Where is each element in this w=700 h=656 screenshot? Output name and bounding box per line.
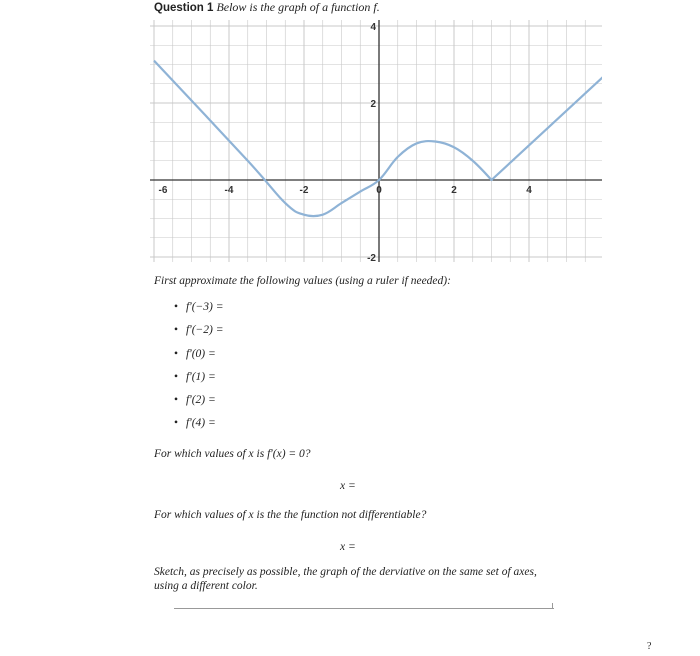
x-tick-label: 0	[376, 185, 382, 196]
list-item	[174, 417, 224, 440]
list-item	[174, 348, 224, 371]
question-zero-derivative: For which values of x is f′(x) = 0?	[154, 448, 311, 460]
y-tick-label: 2	[370, 99, 376, 110]
x-tick-label: -2	[299, 185, 309, 196]
x-tick-label: 2	[451, 185, 457, 196]
list-item	[174, 394, 224, 417]
derivative-item: f′(2) =	[186, 394, 216, 407]
list-item	[174, 324, 224, 347]
bullet-icon: •	[174, 301, 179, 313]
x-tick-label: 4	[526, 185, 532, 196]
answer-line	[174, 608, 554, 609]
derivative-list	[174, 301, 224, 441]
bullet-icon: •	[174, 370, 179, 383]
x-tick-label: -6	[158, 185, 168, 196]
sketch-instructions: Sketch, as precisely as possible, the graph of the derviative on the same set of axes, using a different color.	[154, 566, 537, 592]
answer-not-differentiable: x =	[340, 541, 356, 553]
y-tick-label: 4	[370, 22, 376, 33]
instructions-text: First approximate the following values (using a ruler if needed):	[154, 275, 451, 287]
question-prompt: Below is the graph of a function f.	[216, 0, 380, 14]
derivative-item: f′(−2) =	[186, 324, 224, 337]
derivative-item: f′(0) =	[186, 347, 216, 360]
answer-line-end	[552, 603, 553, 609]
function-graph	[150, 20, 602, 262]
derivative-item: f′(1) =	[186, 370, 216, 383]
bullet-icon: •	[174, 417, 179, 430]
tick-labels	[159, 22, 533, 262]
list-item	[174, 371, 224, 394]
question-not-differentiable: For which values of x is the the function not differentiable?	[154, 509, 427, 521]
x-tick-label: -4	[224, 185, 234, 196]
bullet-icon: •	[174, 347, 179, 360]
page-number: ?	[647, 641, 652, 652]
question-number: Question 1	[154, 2, 214, 14]
list-item	[174, 301, 224, 324]
y-tick-label: -2	[367, 253, 376, 262]
bullet-icon: •	[174, 324, 179, 337]
derivative-item: f′(4) =	[186, 417, 216, 430]
question-header	[154, 0, 380, 15]
answer-zero-derivative: x =	[340, 480, 356, 492]
derivative-item: f′(−3) =	[186, 301, 224, 313]
bullet-icon: •	[174, 394, 179, 407]
